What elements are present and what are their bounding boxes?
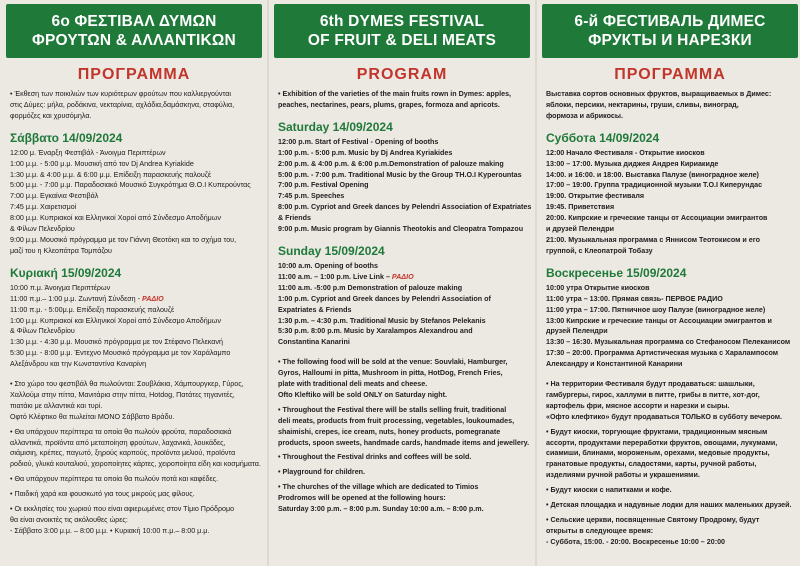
schedule-line-text: 5:30 μ.μ. - 8:00 μ.μ. Έντεχνο Μουσικό πρόγραμμα με τον Χαράλαμπο [10, 349, 231, 358]
schedule-line [278, 305, 528, 316]
schedule-line [278, 294, 528, 305]
info-line: • Сельские церкви, посвященные Святому Продрому, будут [546, 516, 760, 524]
schedule-line-text: 1:00 p.m. Cypriot and Greek dances by Pelendri Association of [278, 294, 491, 303]
festival-title-banner [274, 4, 530, 58]
schedule-line: & Φίλων Πελενδρίου [10, 225, 75, 234]
intro-block [270, 89, 534, 111]
schedule-line [278, 337, 528, 348]
intro-line: • Έκθεση των ποικιλιών των κυριότερων φρούτων που καλλιεργούνται [10, 90, 231, 98]
schedule-line-text: друзей Пелендри [546, 327, 608, 336]
info-line: сиамиши, блинами, мороженым, орехами, медовые продукты, [546, 449, 770, 458]
intro-line: формоза и абрикосы. [546, 111, 623, 120]
festival-title-banner [542, 4, 798, 58]
schedule-line: 12:00 Начало Фестиваля - Открытие киосков [546, 148, 705, 157]
festival-title-line1: 6ο ΦΕΣΤΙΒΑΛ ΔΥΜΩΝ [51, 13, 217, 30]
info-line: • Θα υπάρχουν περίπτερα τα οποία θα πωλούν ποτά και καφέδες. [10, 475, 219, 484]
radio-logo: ΡΑΔΙΟ [142, 294, 164, 303]
info-line: αλλαντικά, προϊόντα από μεταποίηση φρούτων, λαχανικά, λουκάδες, [10, 438, 226, 447]
info-line: • Οι εκκλησίες του χωριού που είναι αφιερωμένες στον Τίμιο Πρόδρομο [10, 505, 235, 514]
schedule-line-text: 1:30 p.m. – 4:30 p.m. Traditional Music by Stefanos Pelekanis [278, 316, 486, 325]
day-heading-saturday: Суббота 14/09/2024 [546, 130, 660, 145]
schedule-line: 14:00. и 16:00. и 18:00. Выставка Палузе (виноградное желе) [546, 170, 759, 179]
schedule-line [546, 316, 796, 327]
schedule-line-text: 5:30 p.m. 8:00 p.m. Music by Xaralampos Alexandrou and [278, 327, 473, 336]
program-column [538, 0, 800, 566]
schedule-line: 20:00. Кипрские и греческие танцы от Ассоциации эмигрантов [546, 214, 768, 223]
schedule-line-text: 11:00 утра – 13:00. Прямая связь- ПЕРВОЕ РАДИО [546, 294, 723, 303]
schedule-line-text: 10:00 утра Открытие киосков [546, 283, 650, 292]
info-line: σιάμισιη, κρέπες, παγωτό, ξηρούς καρπούς, προϊόντα μελιού, προϊόντα [10, 449, 236, 458]
schedule-line: 7:45 μ.μ. Χαιρετισμοί [10, 203, 77, 212]
program-column [2, 0, 266, 566]
info-line: - Суббота, 15:00. - 20:00. Воскресенье 10:00 – 20:00 [546, 537, 726, 546]
schedule-line-text: 1:30 μ.μ. - 4:30 μ.μ. Μουσικό πρόγραμμα με τον Στέφανο Πελεκανή [10, 338, 223, 347]
schedule-sunday [2, 283, 266, 370]
schedule-line [546, 326, 796, 337]
schedule-line [278, 316, 528, 327]
festival-title-banner [6, 4, 262, 58]
schedule-sunday [270, 261, 534, 348]
schedule-line [546, 359, 796, 370]
schedule-line: & Friends [278, 214, 311, 223]
schedule-line [546, 305, 796, 316]
intro-line: peaches, nectarines, pears, plums, grapes, formoza and apricots. [278, 100, 500, 109]
schedule-line [278, 261, 528, 272]
column-divider [267, 0, 269, 566]
schedule-line-text: Constantina Kanarini [278, 338, 350, 347]
schedule-line: 7:00 p.m. Festival Opening [278, 181, 369, 190]
info-line: • The churches of the village which are dedicated to Timios [278, 483, 479, 492]
schedule-line: 5:00 p.m. - 7:00 p.m. Traditional Music by the Group TH.O.I Kyperountas [278, 170, 522, 179]
schedule-line: 7:45 p.m. Speeches [278, 192, 345, 201]
schedule-line [546, 337, 796, 348]
info-line: Prodromos will be opened at the following hours: [278, 494, 446, 503]
column-divider [535, 0, 537, 566]
info-line: «Офто клефтико» будут продаваться ТОЛЬКО в субботу вечером. [546, 412, 782, 421]
schedule-line [278, 272, 528, 283]
info-notes [538, 379, 800, 548]
festival-title-line1: 6th DYMES FESTIVAL [319, 13, 485, 30]
day-heading-saturday: Σάββατο 14/09/2024 [10, 130, 123, 145]
info-line: Saturday 3:00 p.m. – 8:00 p.m. Sunday 10:00 a.m. – 8:00 p.m. [278, 505, 484, 514]
intro-line: φορμόζες και χρυσόμηλα. [10, 111, 92, 120]
schedule-saturday [538, 148, 800, 257]
program-heading: PROGRAM [356, 66, 448, 83]
schedule-line: 1:00 p.m. - 5:00 p.m. Music by Dj Andrea Kyriakides [278, 148, 453, 157]
schedule-line-text: 17:30 – 20:00. Программа Артистическая музыка с Харалампосом [546, 349, 779, 358]
info-line: plate with traditional deli meats and cheese. [278, 380, 428, 389]
info-line: Χαλλούμι στην πίττα, Μανιτάρια στην πίττα, Hotdog, Πατάτες τηγανιτές, [10, 390, 235, 399]
info-line: Gyros, Halloumi in pitta, Mushroom in pitta, HotDog, French Fries, [278, 369, 503, 378]
schedule-line [546, 283, 796, 294]
schedule-line: 8:00 p.m. Cypriot and Greek dances by Pelendri Association of Expatriates [278, 203, 532, 212]
schedule-line: 19:45. Приветствия [546, 203, 615, 212]
schedule-line [10, 359, 260, 370]
festival-title-line2: ΦΡΟΥΤΩΝ & ΑΛΛΑΝΤΙΚΩΝ [32, 32, 236, 49]
schedule-line [546, 294, 796, 305]
schedule-line [10, 294, 260, 305]
info-line: Οφτό Κλέφτικο θα πωλείται ΜΟΝΟ Σάββατο Βράδυ. [10, 412, 175, 421]
program-column [270, 0, 534, 566]
schedule-line-text: Αλεξάνδρου και την Κωνσταντίνα Καναρίνη [10, 360, 147, 369]
day-heading-sunday: Κυριακή 15/09/2024 [10, 265, 122, 280]
schedule-line [10, 337, 260, 348]
schedule-line: 13:00 – 17:00. Музыка диджея Андрея Кириакиде [546, 159, 719, 168]
schedule-saturday [270, 137, 534, 235]
schedule-line: группой, с Клеопатрой Тобазу [546, 246, 653, 255]
intro-line: яблоки, персики, нектарины, груши, сливы, виноград, [546, 100, 739, 109]
info-line: • На территории Фестиваля будут продаваться: шашлыки, [546, 380, 755, 389]
intro-block [538, 89, 800, 122]
info-line: • Στο χώρο του φεστιβάλ θα πωλούνται: Σουβλάκια, Χάμπουργκερ, Γύρος, [10, 380, 244, 389]
intro-line: στις Δύμες: μήλα, ροδάκινα, νεκταρίνια, αχλάδια,δαμάσκηνα, σταφύλια, [10, 100, 235, 109]
schedule-line: 17:00 – 19:00. Группа традиционной музыки Т.О.І Киперундас [546, 181, 763, 190]
program-heading: ΠΡΟΓΡΑΜΜΑ [77, 66, 191, 83]
info-line: • Детская площадка и надувные лодки для наших маленьких друзей. [546, 501, 792, 510]
schedule-line [10, 348, 260, 359]
intro-line: • Exhibition of the varieties of the main fruits rown in Dymes: apples, [278, 90, 512, 98]
info-line: πιατάκι με αλλαντικά και τυρί. [10, 401, 103, 410]
info-line: Ofto Kleftiko will be sold ONLY on Saturday night. [278, 390, 448, 399]
schedule-line-text: 1:00 μ.μ. Κυπριακοί και Ελληνικοί Χοροί από Σύνδεσμο Αποδήμων [10, 316, 221, 325]
program-heading: ПРОГРАММА [614, 66, 726, 83]
info-line: ассорти, продуктами переработки фруктов, овощами, лукумами, [546, 438, 778, 447]
info-line: • Playground for children. [278, 468, 366, 477]
info-line: • Будут киоски, торгующие фруктами, традиционным мясным [546, 427, 768, 436]
info-line: • Παιδική χαρά και φουσκωτό για τους μικρούς μας φίλους. [10, 490, 195, 499]
schedule-line-text: & Φίλων Πελενδρίου [10, 327, 75, 336]
intro-block [2, 89, 266, 122]
schedule-sunday [538, 283, 800, 370]
info-line: shaimishi, crepes, ice cream, nuts, honey products, pomegranate [278, 427, 501, 436]
schedule-line [278, 283, 528, 294]
schedule-line: 2:00 p.m. & 4:00 p.m. & 6:00 p.m.Demonstration of palouze making [278, 159, 504, 168]
info-line: • Будут киоски с напитками и кофе. [546, 486, 672, 495]
schedule-line: 1:30 μ.μ. & 4:00 μ.μ. & 6:00 μ.μ. Επίδειξη παρασκευής παλουζέ [10, 170, 212, 179]
schedule-line-text: 13:30 – 16:30. Музыкальная программа со Стефаносом Пелеканисом [546, 338, 791, 347]
schedule-line [546, 348, 796, 359]
schedule-line: 19:00. Открытие фестиваля [546, 192, 645, 201]
schedule-saturday [2, 148, 266, 257]
schedule-line [10, 305, 260, 316]
day-heading-sunday: Sunday 15/09/2024 [278, 243, 385, 258]
info-notes [270, 357, 534, 515]
schedule-line-text: 13:00 Кипрские и греческие танцы от Ассоциации эмигрантов и [546, 316, 772, 325]
day-heading-sunday: Воскресенье 15/09/2024 [546, 265, 687, 280]
info-line: • Throughout the Festival drinks and coffees will be sold. [278, 453, 472, 462]
info-line: • Θα υπάρχουν περίπτερα τα οποία θα πωλούν φρούτα, παραδοσιακά [10, 427, 232, 436]
schedule-line: μαζί του η Κλεοπάτρα Τομπάζου [10, 246, 112, 255]
schedule-line: 21:00. Музыкальная программа с Яннисом Теотокисом и его [546, 235, 760, 244]
schedule-line-text: 11:00 π.μ. - 5:00μ.μ. Επίδειξη παρασκευής παλουζέ [10, 305, 175, 314]
schedule-line-text: Александру и Константиной Канарини [546, 360, 683, 369]
festival-title-line2: ФРУКТЫ И НАРЕЗКИ [588, 32, 752, 49]
info-line: ροδιού, γλυκά κουταλιού, χειροποίητες κάρτες, χειροποίητα είδη και κοσμήματα. [10, 460, 261, 469]
festival-title-line1: 6-й ФЕСТИВАЛЬ ДИМЕС [574, 13, 766, 30]
schedule-line: и друзей Пелендри [546, 225, 614, 234]
schedule-line: 8:00 μ.μ. Κυπριακοί και Ελληνικοί Χοροί από Σύνδεσμο Αποδήμων [10, 214, 221, 223]
radio-logo: ΡΑΔΙΟ [391, 272, 414, 281]
schedule-line: 9:00 p.m. Music program by Giannis Theotokis and Cleopatra Tompazou [278, 225, 524, 234]
schedule-line-text: 10:00 a.m. Opening of booths [278, 261, 378, 270]
info-line: • Throughout the Festival there will be stalls selling fruit, traditional [278, 405, 507, 414]
info-notes [2, 379, 266, 537]
info-line: гранатовые продукты, сладостями, карты, ручной работы, [546, 460, 757, 469]
info-line: гамбургеры, гирос, халлуми в питте, грибы в питте, хот-дог, [546, 390, 760, 399]
schedule-line [278, 326, 528, 337]
schedule-line: 12:00 μ. Έναρξη Φεστιβάλ - Άνοιγμα Περιπτέρων [10, 148, 166, 157]
schedule-line-text: Expatriates & Friends [278, 305, 352, 314]
info-line: products, spoon sweets, handmade cards, handmade items and jewellery. [278, 438, 530, 447]
schedule-line-text: 11:00 a.m. -5:00 p.m Demonstration of palouze making [278, 283, 463, 292]
schedule-line: 5:00 μ.μ. - 7:00 μ.μ. Παραδοσιακό Μουσικό Συγκρότημα Θ.Ο.Ι Κυπερούντας [10, 181, 251, 190]
info-line: открыты в следующее время: [546, 526, 654, 535]
schedule-line: 9:00 μ.μ. Μουσικό πρόγραμμα με τον Γιάννη Θεοτόκη και το σχήμα του, [10, 235, 237, 244]
info-line: картофель фри, мясное ассорти и нарезки и сыры. [546, 401, 730, 410]
schedule-line [10, 326, 260, 337]
schedule-line-text: 10:00 π.μ. Άνοιγμα Περιπτέρων [10, 283, 111, 292]
info-line: изделиями ручной работы и украшениями. [546, 471, 700, 480]
day-heading-saturday: Saturday 14/09/2024 [278, 119, 393, 134]
schedule-line: 1:00 μ.μ. - 5:00 μ.μ. Μουσική από τον Dj Andrea Kyriakide [10, 159, 194, 168]
festival-title-line2: OF FRUIT & DELI MEATS [307, 32, 497, 49]
info-line: • The following food will be sold at the venue: Souvlaki, Hamburger, [278, 358, 508, 367]
schedule-line-text: 11:00 a.m. – 1:00 p.m. Live Link – [278, 272, 390, 281]
info-line: - Σάββατο 3:00 μ.μ. – 8:00 μ.μ. • Κυριακή 10:00 π.μ.– 8:00 μ.μ. [10, 526, 210, 535]
info-line: θα είναι ανοικτές τις ακόλουθες ώρες: [10, 516, 128, 524]
schedule-line [10, 316, 260, 327]
schedule-line [10, 283, 260, 294]
schedule-line: 7:00 μ.μ. Εγκαίνια Φεστιβάλ [10, 192, 99, 201]
schedule-line-text: 11:00 π.μ.– 1:00 μ.μ. Ζωντανή Σύνδεση - [10, 294, 141, 303]
schedule-line-text: 11:00 утра – 17:00. Пятничное шоу Палузе (виноградное желе) [546, 305, 766, 314]
intro-line: Выставка сортов основных фруктов, выращиваемых в Димес: [546, 90, 772, 98]
schedule-line: 12:00 p.m. Start of Festival - Opening of booths [278, 137, 439, 146]
info-line: deli meats, products from fruit processing, vegetables, loukoumades, [278, 416, 515, 425]
